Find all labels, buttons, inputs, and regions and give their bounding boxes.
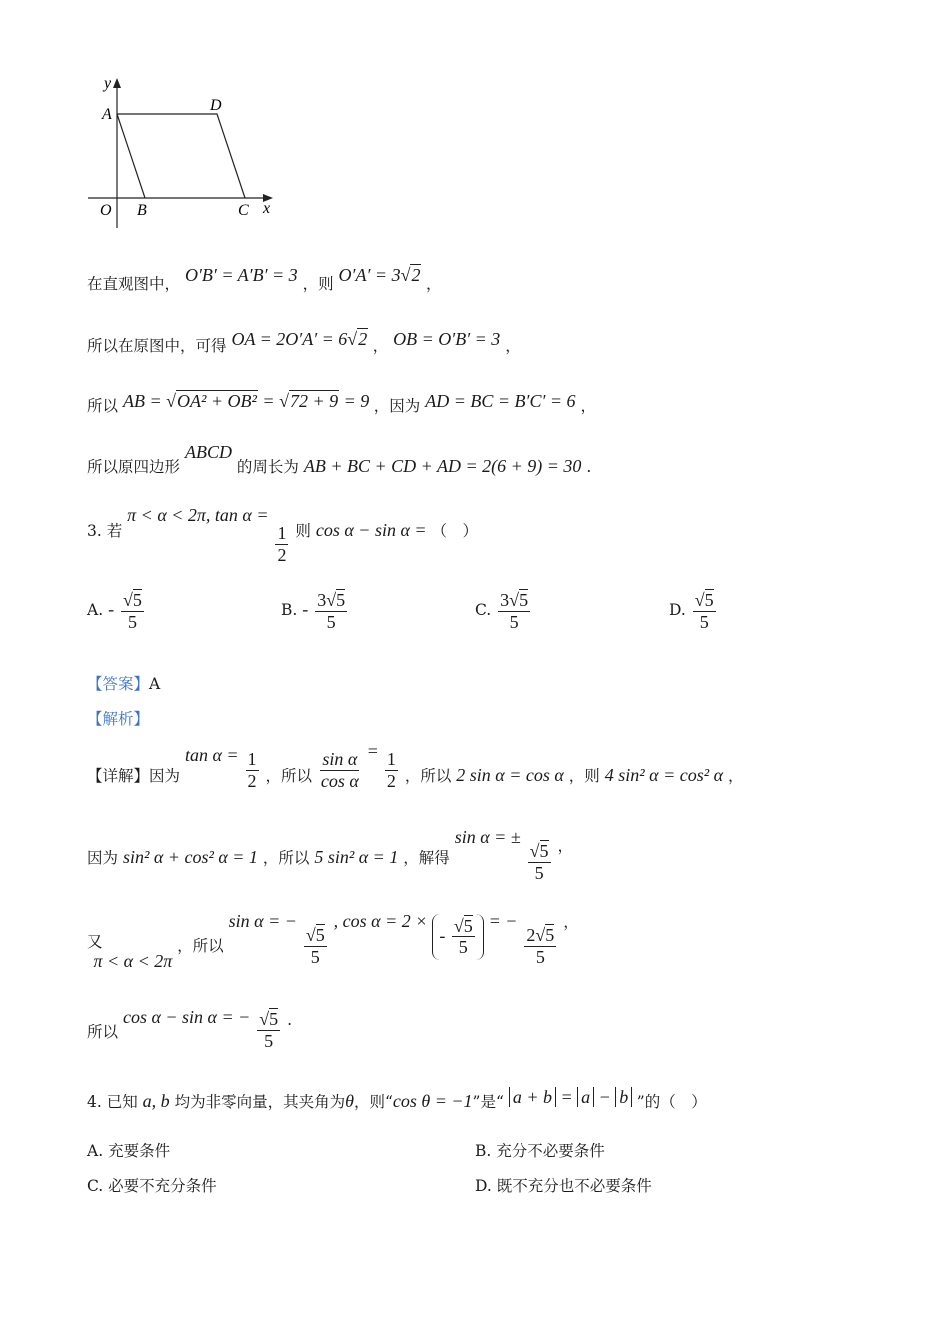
math: , cos α = 2 × [333, 911, 428, 931]
text: ，所以 [265, 767, 312, 785]
denominator: 5 [264, 1030, 274, 1051]
text: ， [563, 913, 579, 931]
text: 所以原四边形 [87, 458, 181, 476]
numerator: √5 [259, 1009, 279, 1029]
math: 4 sin² α = cos² α [604, 765, 724, 785]
math: cos α − sin α = [315, 520, 427, 540]
radicand: 5 [539, 841, 549, 861]
text: 所以 [87, 1023, 119, 1041]
math [509, 1087, 637, 1107]
solution-line-1 [87, 265, 442, 294]
math-part: OA = 2O′A′ = 6 [231, 329, 348, 349]
denominator: 2 [277, 544, 287, 565]
analysis-tag: 【解析】 [87, 710, 150, 728]
math-part: O′A′ = 3 [338, 265, 401, 285]
denominator: 5 [326, 611, 336, 632]
radicand: 5 [315, 925, 325, 945]
radicand: 72 + 9 [289, 391, 339, 411]
radicand: 5 [132, 590, 142, 610]
text: ，则 [568, 767, 600, 785]
math: 5 sin² α = 1 [314, 847, 399, 867]
numerator: √5 [305, 925, 325, 945]
math: AD = BC = B′C′ = 6 [425, 391, 576, 411]
fraction [304, 925, 327, 967]
math: θ [345, 1091, 354, 1111]
text: ，所以 [404, 767, 452, 785]
denominator: 5 [458, 937, 468, 958]
text: 又 [87, 933, 103, 951]
math: tan α = [184, 745, 239, 765]
text: ， [580, 397, 596, 415]
fraction [246, 749, 259, 791]
option-label: C. [475, 601, 492, 620]
numerator: 1 [247, 749, 257, 769]
detail-line-1 [87, 740, 744, 791]
numerator: 2√5 [526, 925, 555, 945]
fraction [319, 749, 361, 791]
abs-b: b [615, 1087, 632, 1107]
math: sin α = − [228, 911, 297, 931]
text: 均为非零向量，其夹角为 [174, 1093, 346, 1111]
denominator: 5 [310, 946, 320, 967]
radicand: 2 [411, 265, 421, 285]
label-x: x [263, 200, 271, 217]
sqrt: √2 [400, 265, 421, 285]
label-B: B [137, 202, 147, 219]
math: O′B′ = A′B′ = 3 [184, 265, 298, 285]
denominator: 2 [247, 770, 257, 791]
math-part: = 9 [343, 391, 370, 411]
math: sin α = ± [454, 827, 521, 847]
math: OB = O′B′ = 3 [393, 329, 501, 349]
text: . [287, 1011, 292, 1029]
text: ，则 [302, 275, 334, 293]
option-d[interactable] [669, 590, 718, 632]
text: 的周长为 [236, 458, 299, 476]
math [339, 265, 426, 285]
denominator: 2 [386, 770, 396, 791]
numerator: sin α [322, 749, 358, 769]
abs-a: a [577, 1087, 594, 1107]
detail-line-2 [87, 826, 573, 883]
label-O: O [100, 202, 112, 219]
numerator: 1 [277, 523, 287, 543]
coef: 3 [317, 590, 327, 610]
denominator: 5 [509, 611, 519, 632]
coef: 3 [500, 590, 510, 610]
option-text: 必要不充分条件 [108, 1177, 217, 1195]
math: cos α − sin α = − [122, 1007, 251, 1027]
abs-sum: a + b [509, 1087, 556, 1107]
text: ，所以 [177, 937, 224, 955]
label-C: C [238, 202, 249, 219]
math: cos θ = −1 [392, 1091, 473, 1111]
sqrt: √72 + 9 [279, 391, 339, 411]
q4-option-a[interactable] [87, 1139, 170, 1161]
fraction [452, 916, 475, 958]
math: sin² α + cos² α = 1 [122, 847, 258, 867]
math: 2 sin α = cos α [456, 765, 564, 785]
q4-option-c[interactable] [87, 1174, 217, 1196]
text: 4. 已知 [87, 1093, 138, 1111]
answer-value: A [149, 675, 161, 693]
math: π < α < 2π, tan α = [127, 505, 269, 525]
math-part: = [560, 1087, 573, 1107]
math: AB + BC + CD + AD = 2(6 + 9) = 30 [303, 456, 582, 476]
text: ， [728, 767, 744, 785]
text: . [586, 458, 592, 476]
math [123, 391, 374, 411]
solution-line-2 [87, 329, 521, 356]
option-b[interactable] [281, 590, 349, 632]
question-4-stem [87, 1087, 707, 1112]
fraction [121, 590, 144, 632]
answer-tag: 【答案】 [87, 675, 150, 693]
text: ，解得 [403, 849, 450, 867]
radicand: 5 [704, 590, 714, 610]
text: 所以 [87, 397, 119, 415]
label-y: y [104, 75, 112, 92]
math-part: = [262, 391, 275, 411]
text: ，所以 [262, 849, 310, 867]
denominator: 5 [534, 862, 544, 883]
detail-tag: 【详解】 [87, 767, 150, 785]
math: a, b [142, 1091, 170, 1111]
analysis-line [87, 707, 149, 729]
fraction [524, 925, 556, 967]
option-label: D. [475, 1177, 492, 1195]
answer-line [87, 672, 160, 694]
numerator: 3√5 [317, 590, 346, 610]
radicand: 5 [519, 590, 529, 610]
paren-group [432, 914, 483, 960]
option-text: 充分不必要条件 [496, 1142, 605, 1160]
radicand: 5 [336, 590, 346, 610]
text: （ ） [431, 522, 479, 540]
math: ABCD [184, 442, 232, 462]
radicand: 5 [463, 915, 473, 936]
fraction [275, 523, 288, 565]
text: 在直观图中， [87, 275, 181, 293]
denominator: 5 [699, 611, 709, 632]
coef: 2 [526, 925, 536, 945]
radicand: 2 [358, 329, 368, 349]
fraction [498, 590, 530, 632]
radicand: OA² + OB² [176, 391, 257, 411]
denominator: 5 [535, 946, 545, 967]
numerator: 1 [386, 749, 396, 769]
denominator: 5 [127, 611, 137, 632]
solution-line-3 [87, 391, 596, 416]
option-label: C. [87, 1177, 104, 1195]
text: 因为 [87, 849, 119, 867]
option-label: B. [475, 1142, 492, 1160]
q4-option-b[interactable] [475, 1139, 605, 1161]
sign: - [108, 599, 115, 620]
text: ， [372, 337, 389, 355]
math-part: − [598, 1087, 611, 1107]
math: = [367, 741, 378, 761]
math [231, 329, 372, 349]
sqrt: √2 [347, 329, 368, 349]
text: ， [425, 275, 442, 293]
text: ”是“ [472, 1093, 504, 1111]
fraction [315, 590, 347, 632]
math: = − [488, 911, 518, 931]
radicand: 5 [269, 1009, 279, 1029]
text: ， [557, 837, 573, 855]
sign: - [302, 599, 309, 620]
numerator: √5 [123, 590, 142, 610]
q4-option-d[interactable] [475, 1174, 652, 1196]
text: ”的（ ） [636, 1093, 707, 1111]
radicand: 5 [545, 925, 555, 945]
option-text: 既不充分也不必要条件 [496, 1177, 652, 1195]
option-label: D. [669, 601, 686, 620]
sqrt: √OA² + OB² [166, 391, 257, 411]
text: ，因为 [373, 397, 421, 415]
numerator: √5 [529, 841, 549, 861]
math-part: AB = [122, 391, 162, 411]
option-a[interactable] [87, 590, 146, 632]
text: 所以在原图中，可得 [87, 337, 227, 355]
text: 3. 若 [87, 522, 123, 540]
math: π < α < 2π [93, 951, 173, 971]
label-D: D [210, 97, 222, 114]
text: ，则“ [353, 1093, 393, 1111]
detail-line-4 [87, 992, 292, 1051]
option-label: B. [281, 601, 298, 620]
fraction [385, 749, 398, 791]
solution-line-4 [87, 442, 592, 477]
sign: - [439, 925, 446, 945]
option-c[interactable] [475, 590, 532, 632]
question-3-stem [87, 504, 478, 565]
denominator: cos α [320, 770, 359, 791]
text: ， [505, 337, 521, 355]
numerator: 3√5 [500, 590, 529, 610]
text: 因为 [149, 767, 181, 785]
label-A: A [102, 106, 112, 123]
fraction [257, 1009, 280, 1051]
text: 则 [295, 522, 311, 540]
numerator: √5 [453, 915, 473, 936]
fraction [693, 590, 716, 632]
option-label: A. [87, 601, 104, 620]
option-label: A. [87, 1142, 104, 1160]
fraction [528, 841, 551, 883]
detail-line-3 [87, 910, 579, 971]
numerator: √5 [694, 590, 714, 610]
parallelogram-diagram [80, 70, 290, 235]
option-text: 充要条件 [108, 1142, 171, 1160]
